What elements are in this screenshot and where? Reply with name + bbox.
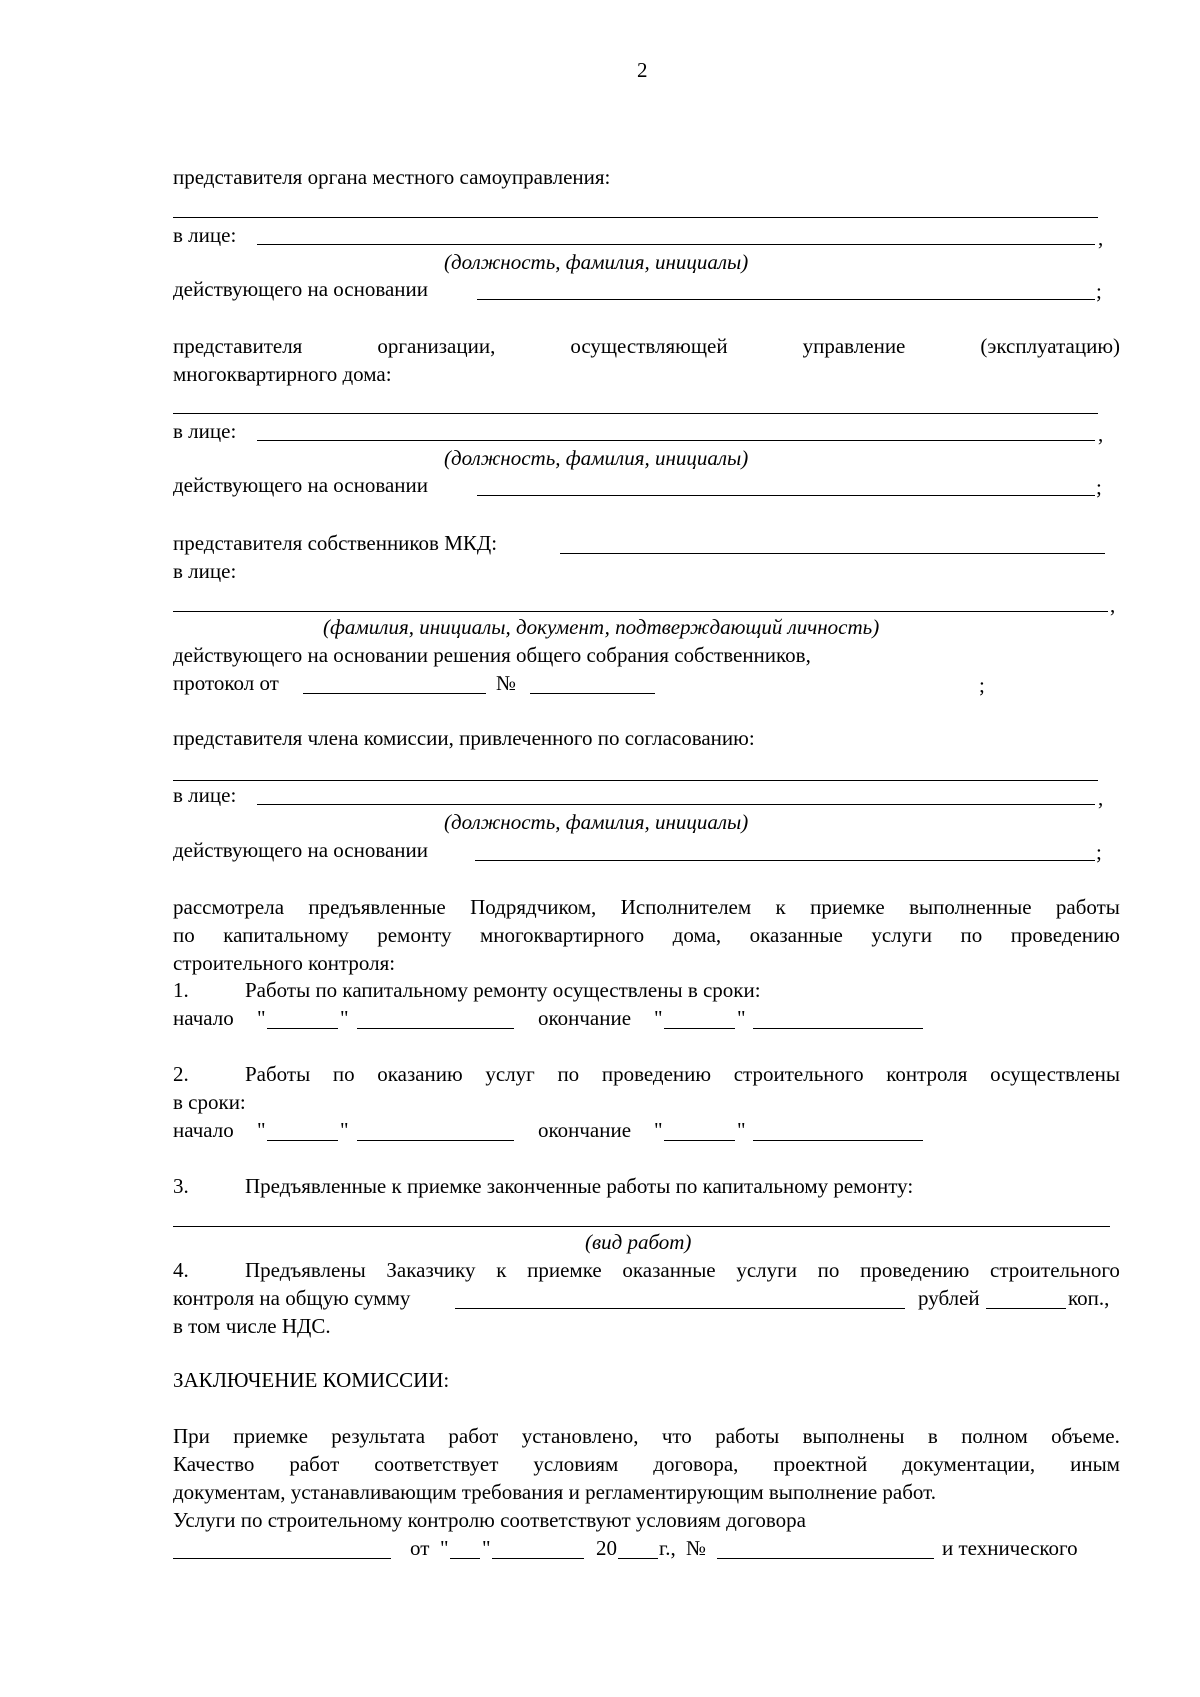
item1-number: 1. [173,978,189,1002]
org-label-line2: многоквартирного дома: [173,362,392,386]
item2-line2: в сроки: [173,1090,246,1114]
conclusion-word: полном [961,1424,1028,1448]
item2-word: проведению [601,1062,712,1086]
member-position-line [257,804,1095,805]
item4-word: Заказчику [386,1258,476,1282]
conclusion-year-prefix: 20 [596,1536,617,1560]
review-word: к [775,895,786,919]
member-comma: , [1098,786,1104,810]
item2-start-label: начало [173,1118,234,1142]
item2-word: по [332,1062,355,1086]
item2-start-month-line [357,1140,514,1141]
local-gov-semicolon: ; [1096,279,1102,303]
item1-start-label: начало [173,1006,234,1030]
review-word: дома, [672,923,722,947]
item2-word: по [557,1062,580,1086]
item1-end-quote-close: " [737,1006,746,1030]
conclusion-day-line [450,1558,480,1559]
review-word: услуги [871,923,932,947]
review-word: рассмотрела [173,895,285,919]
conclusion-word: приемке [233,1424,308,1448]
item4-word: оказанные [622,1258,716,1282]
owners-basis: действующего на основании решения общего собрания собственников, [173,643,811,667]
conclusion-word: работ [448,1424,499,1448]
review-word: по [960,923,983,947]
conclusion-word: результата [331,1424,426,1448]
item2-word: контроля [886,1062,968,1086]
conclusion-word: работ [289,1452,340,1476]
review-word: Подрядчиком, [470,895,597,919]
org-word: осуществляющей [570,334,728,358]
item2-end-label: окончание [538,1118,632,1142]
review-line3: строительного контроля: [173,951,396,975]
org-comma: , [1098,422,1104,446]
review-line1 [173,897,1120,918]
conclusion-quote-close: " [482,1536,491,1560]
item1-end-day-line [664,1028,735,1029]
item4-word: услуги [736,1258,797,1282]
conclusion-word: выполнены [802,1424,905,1448]
conclusion-word: иным [1070,1452,1120,1476]
item4-sum-line [455,1308,905,1309]
org-name-line [173,413,1098,414]
item3-works-line [173,1226,1110,1227]
item2-start-day-line [267,1140,338,1141]
conclusion-line3: документам, устанавливающим требования и регламентирующим выполнение работ. [173,1480,937,1504]
org-label-line [173,336,1120,357]
item4-number: 4. [173,1258,189,1282]
item2-start-quote-open: " [257,1118,266,1142]
owners-semicolon: ; [979,673,985,697]
org-word: организации, [377,334,496,358]
conclusion-word: условиям [533,1452,619,1476]
owners-in-person: в лице: [173,559,237,583]
conclusion-word: проектной [773,1452,868,1476]
conclusion-year-suffix: г., [659,1536,676,1560]
review-word: Исполнителем [620,895,752,919]
item4-word: к [496,1258,507,1282]
item4-line2: контроля на общую сумму [173,1286,411,1310]
item4-word: Предъявлены [245,1258,366,1282]
owners-comma: , [1110,593,1116,617]
item4-word: строительного [990,1258,1120,1282]
org-word: управление [802,334,906,358]
local-gov-comma: , [1098,226,1104,250]
conclusion-year-line [618,1558,658,1559]
item1-start-quote-close: " [340,1006,349,1030]
conclusion-contract-line [173,1558,391,1559]
item2-end-month-line [753,1140,923,1141]
conclusion-heading: ЗАКЛЮЧЕНИЕ КОМИССИИ: [173,1368,450,1392]
conclusion-word: При [173,1424,210,1448]
org-word: представителя [173,334,303,358]
conclusion-line2 [173,1454,1120,1475]
conclusion-quote-open: " [440,1536,449,1560]
item1-end-month-line [753,1028,923,1029]
item2-word: услуг [485,1062,535,1086]
conclusion-line4: Услуги по строительному контролю соответствуют условиям договора [173,1508,806,1532]
item4-line1 [245,1260,1120,1281]
owners-name-line [173,611,1108,612]
item1-end-quote-open: " [654,1006,663,1030]
member-basis-line [475,860,1095,861]
review-word: предъявленные [308,895,446,919]
item2-word: оказанию [377,1062,463,1086]
local-gov-caption: (должность, фамилия, инициалы) [444,250,749,274]
conclusion-word: установлено, [521,1424,639,1448]
owners-label-line [560,553,1105,554]
review-word: проведению [1010,923,1120,947]
org-word: (эксплуатацию) [980,334,1120,358]
local-gov-in-person: в лице: [173,223,237,247]
item2-start-quote-close: " [340,1118,349,1142]
item4-kop: коп., [1068,1286,1110,1310]
item2-end-day-line [664,1140,735,1141]
owners-protocol-from: протокол от [173,671,279,695]
item2-line1 [245,1064,1120,1085]
item3-text: Предъявленные к приемке законченные работы по капитальному ремонту: [245,1174,914,1198]
conclusion-word: договора, [653,1452,739,1476]
local-gov-label: представителя органа местного самоуправления: [173,165,611,189]
item4-word: приемке [527,1258,602,1282]
org-basis: действующего на основании [173,473,429,497]
member-label: представителя члена комиссии, привлеченного по согласованию: [173,726,755,750]
item3-caption: (вид работ) [585,1230,692,1254]
item2-end-quote-open: " [654,1118,663,1142]
review-word: по [173,923,195,947]
item1-start-month-line [357,1028,514,1029]
conclusion-number-sign: № [686,1536,707,1560]
item4-word: проведению [860,1258,970,1282]
item4-line3: в том числе НДС. [173,1314,331,1338]
org-caption: (должность, фамилия, инициалы) [444,446,749,470]
review-word: многоквартирного [479,923,645,947]
review-word: капитальному [223,923,349,947]
item1-start-quote-open: " [257,1006,266,1030]
member-basis: действующего на основании [173,838,429,862]
owners-label: представителя собственников МКД: [173,531,498,555]
review-word: приемке [810,895,885,919]
conclusion-word: что [661,1424,692,1448]
conclusion-line1 [173,1426,1120,1447]
conclusion-number-line [717,1558,934,1559]
member-name-line [173,780,1098,781]
item2-end-quote-close: " [737,1118,746,1142]
item4-rub: рублей [918,1286,980,1310]
item2-word: строительного [733,1062,864,1086]
review-line2 [173,925,1120,946]
local-gov-basis-line [477,299,1095,300]
member-semicolon: ; [1096,840,1102,864]
item2-word: осуществлены [990,1062,1120,1086]
member-in-person: в лице: [173,783,237,807]
page-number: 2 [637,58,648,82]
item2-word: Работы [245,1062,311,1086]
review-word: работы [1055,895,1120,919]
item4-word: по [817,1258,840,1282]
conclusion-word: Качество [173,1452,255,1476]
item4-kop-line [986,1308,1066,1309]
item3-number: 3. [173,1174,189,1198]
local-gov-basis: действующего на основании [173,277,429,301]
org-semicolon: ; [1096,475,1102,499]
review-word: выполненные [909,895,1032,919]
conclusion-from: от [410,1536,430,1560]
owners-caption: (фамилия, инициалы, документ, подтверждающий личность) [323,615,880,639]
conclusion-word: соответствует [374,1452,499,1476]
conclusion-word: объеме. [1051,1424,1120,1448]
local-gov-position-line [257,244,1095,245]
org-basis-line [477,495,1095,496]
item1-end-label: окончание [538,1006,632,1030]
conclusion-tail: и технического [942,1536,1078,1560]
owners-protocol-date-line [303,693,486,694]
org-position-line [257,440,1095,441]
review-word: оказанные [749,923,843,947]
local-gov-name-line [173,217,1098,218]
conclusion-word: работы [715,1424,780,1448]
item1-text: Работы по капитальному ремонту осуществлены в сроки: [245,978,761,1002]
item2-number: 2. [173,1062,189,1086]
conclusion-word: в [927,1424,938,1448]
owners-number-sign: № [496,671,517,695]
member-caption: (должность, фамилия, инициалы) [444,810,749,834]
org-in-person: в лице: [173,419,237,443]
conclusion-month-line [492,1558,584,1559]
conclusion-word: документации, [902,1452,1036,1476]
item1-start-day-line [267,1028,338,1029]
review-word: ремонту [377,923,452,947]
owners-protocol-number-line [530,693,655,694]
